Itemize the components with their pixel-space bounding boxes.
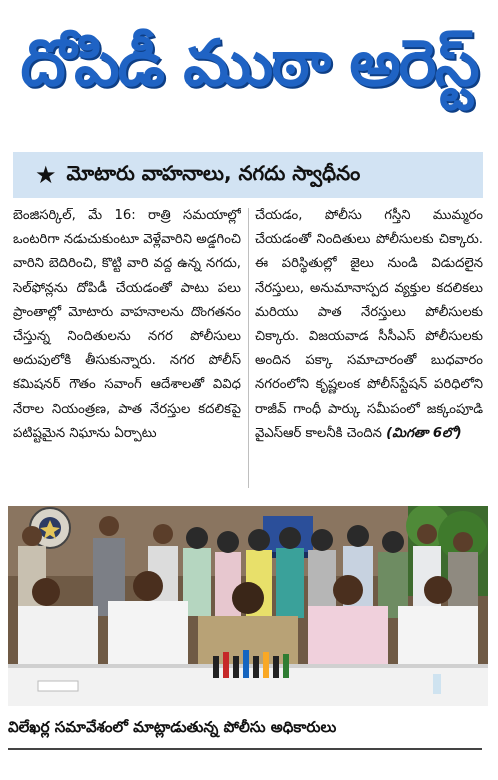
star-icon: ★ [35, 161, 57, 189]
continued-marker: (మిగతా 6లో) [386, 425, 462, 441]
column-divider [248, 208, 249, 488]
article-body [13, 204, 483, 496]
bottom-rule [8, 748, 482, 750]
photo-caption: విలేఖర్ల సమావేశంలో మాట్లాడుతున్న పోలీసు అధికారులు [8, 718, 337, 736]
article-column-2-text: చేయడం, పోలీసు గస్తీని ముమ్మరం చేయడంతో నిందితులు పోలీసులకు చిక్కారు. ఈ పరిస్థితుల్లో జైలు నుండి విడుదలైన నేరస్తులు, అనుమానాస్పద వ్యక్తుల కదలికలు మరియు పాత నేరస్తులు పోలీసులకు చిక్కారు. విజయవాడ సీసీఎస్ పోలీసులకు అందిన పక్కా సమాచారంతో బుధవారం నగరంలోని కృష్ణలంక పోలీస్‌స్టేషన్ పరిధిలోని రాజీవ్ గాంధీ పార్కు సమీపంలో జక్కంపూడి వైఎస్ఆర్ కాలనీకి చెందిన [255, 208, 483, 441]
press-conference-photo [8, 506, 488, 706]
subheadline: మోటారు వాహనాలు, నగదు స్వాధీనం [66, 160, 361, 185]
article-column-1: బెంజిసర్కిల్, మే 16: రాత్రి సమయాల్లో ఒంటరిగా నడుచుకుంటూ వెళ్లేవారిని అడ్డగించి వారిని బెదిరించి, కొట్టి వారి వద్ద ఉన్న నగదు, సెల్‌ఫోన్లను దోపిడీ చేయడంతో పాటు పలు ప్రాంతాల్లో మోటారు వాహనాలను దొంగతనం చేస్తున్న నిందితులను నగర పోలీసులు అదుపులోకి తీసుకున్నారు. నగర పోలీస్ కమిషనర్ గౌతం సవాంగ్ ఆదేశాలతో వివిధ నేరాల నియంత్రణ, పాత నేరస్తుల కదలికపై పటిష్టమైన నిఘాను ఏర్పాటు [13, 208, 241, 441]
article-column-2 [255, 204, 483, 496]
subheadline-banner [13, 152, 483, 198]
headline: దోపిడీ ముఠా అరెస్ట్ [20, 26, 478, 101]
